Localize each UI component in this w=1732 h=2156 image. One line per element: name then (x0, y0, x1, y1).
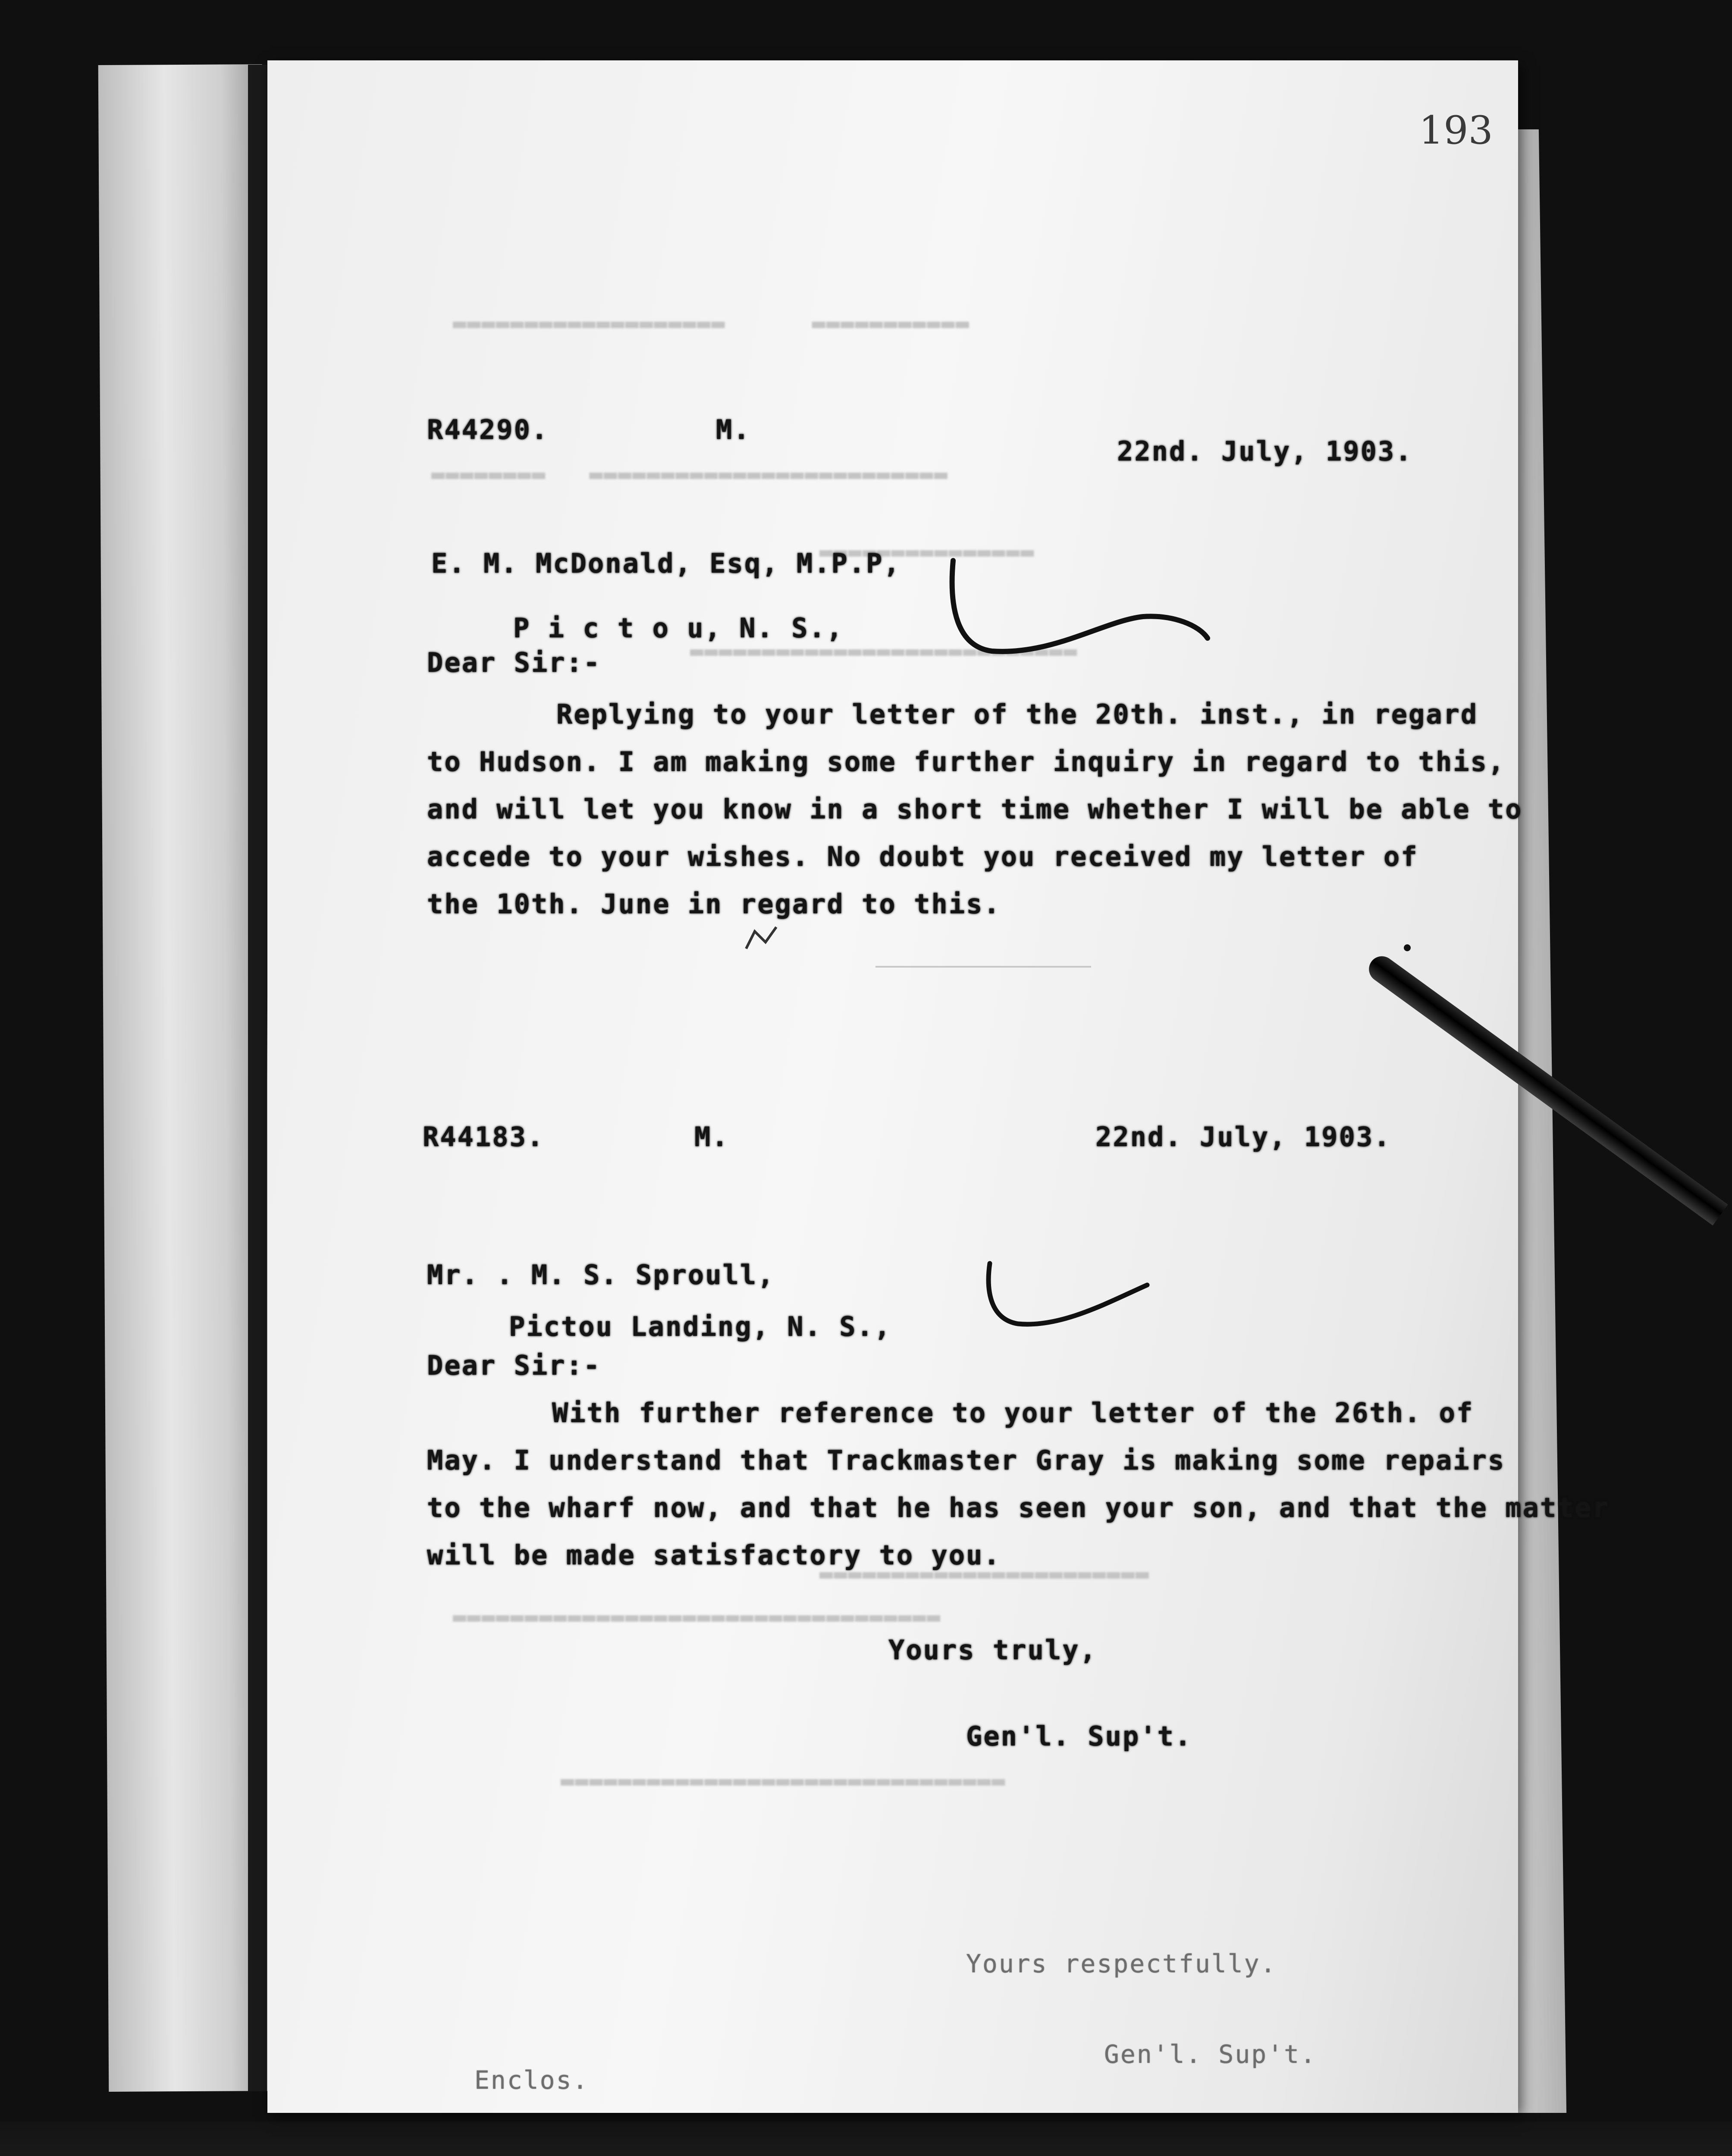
letter-2-addressee: Mr. . M. S. Sproull, (427, 1259, 775, 1291)
underlay-enclosure: Enclos. (474, 2065, 589, 2095)
letter-2-date: 22nd. July, 1903. (1095, 1121, 1391, 1153)
pen-tip (1404, 944, 1411, 951)
letter-2-salutation: Dear Sir:- (427, 1350, 601, 1381)
underlay-signature: Gen'l. Sup't. (1104, 2040, 1317, 2069)
letter-2-body-line: With further reference to your letter of the 26th. of (552, 1397, 1474, 1429)
binding-shadow (248, 65, 267, 2091)
letter-2-body-line: May. I understand that Trackmaster Gray is making some repairs (427, 1445, 1506, 1476)
letter-1-body-line: to Hudson. I am making some further inquiry in regard to this, (427, 746, 1506, 777)
underlay-closing: Yours respectfully. (966, 1949, 1277, 1978)
letter-2-initial: M. (694, 1121, 729, 1153)
film-background (0, 2122, 1732, 2156)
bleed-through-text: ▬▬▬▬▬▬▬▬▬▬▬▬▬▬▬▬▬▬▬▬▬▬▬▬▬▬▬▬▬▬▬ (561, 1768, 1006, 1794)
letter-1-date: 22nd. July, 1903. (1117, 436, 1413, 467)
letter-2-body-line: to the wharf now, and that he has seen your son, and that the matter (427, 1492, 1610, 1523)
bleed-through-text: ▬▬▬▬▬▬▬▬ ▬▬▬▬▬▬▬▬▬▬▬▬▬▬▬▬▬▬▬▬▬▬▬▬▬ (431, 461, 949, 487)
letter-1-salutation: Dear Sir:- (427, 647, 601, 678)
letter-2-closing: Yours truly, (888, 1634, 1097, 1666)
left-page-strip (98, 64, 273, 2092)
bleed-through-text: ▬▬▬▬▬▬▬▬▬▬▬▬▬▬▬▬▬▬▬▬▬▬▬ (819, 1561, 1150, 1587)
check-mark-icon (979, 1259, 1160, 1337)
divider-rule (875, 966, 1091, 968)
letter-1-body-line: the 10th. June in regard to this. (427, 888, 1001, 920)
letter-1-addressee: E. M. McDonald, Esq, M.P.P, (431, 548, 901, 579)
letter-2-place: Pictou Landing, N. S., (509, 1311, 892, 1342)
letter-2-body-line: will be made satisfactory to you. (427, 1539, 1001, 1571)
letterbook-page (267, 60, 1518, 2113)
check-mark-icon (742, 923, 794, 953)
letter-1-place: P i c t o u, N. S., (513, 612, 844, 644)
bleed-through-text: ▬▬▬▬▬▬▬▬▬▬▬▬▬▬▬▬▬▬▬▬▬▬▬▬▬▬▬▬▬▬▬▬▬▬ (453, 1604, 941, 1630)
letter-1-body-line: and will let you know in a short time whether I will be able to (427, 793, 1523, 825)
bleed-through-text: ▬▬▬▬▬▬▬▬▬▬▬▬▬▬▬▬▬▬▬ ▬▬▬▬▬▬▬▬▬▬▬ (453, 310, 970, 336)
letter-2-signature: Gen'l. Sup't. (966, 1720, 1192, 1752)
letter-2-ref: R44183. (423, 1121, 545, 1153)
bleed-through-text: ▬▬▬▬▬▬▬▬▬▬▬▬▬▬▬▬▬▬▬▬▬▬▬▬▬▬▬ (690, 638, 1078, 664)
check-mark-icon (940, 556, 1216, 668)
bleed-through-text: ▬▬▬▬▬▬▬▬▬▬▬▬▬▬▬ (819, 539, 1035, 565)
letter-1-initial: M. (716, 414, 751, 445)
letter-1-ref: R44290. (427, 414, 549, 445)
folio-number: 193 (1419, 108, 1493, 153)
letter-1-body-line: Replying to your letter of the 20th. inst., in regard (556, 699, 1478, 730)
letter-1-body-line: accede to your wishes. No doubt you received my letter of (427, 841, 1418, 872)
